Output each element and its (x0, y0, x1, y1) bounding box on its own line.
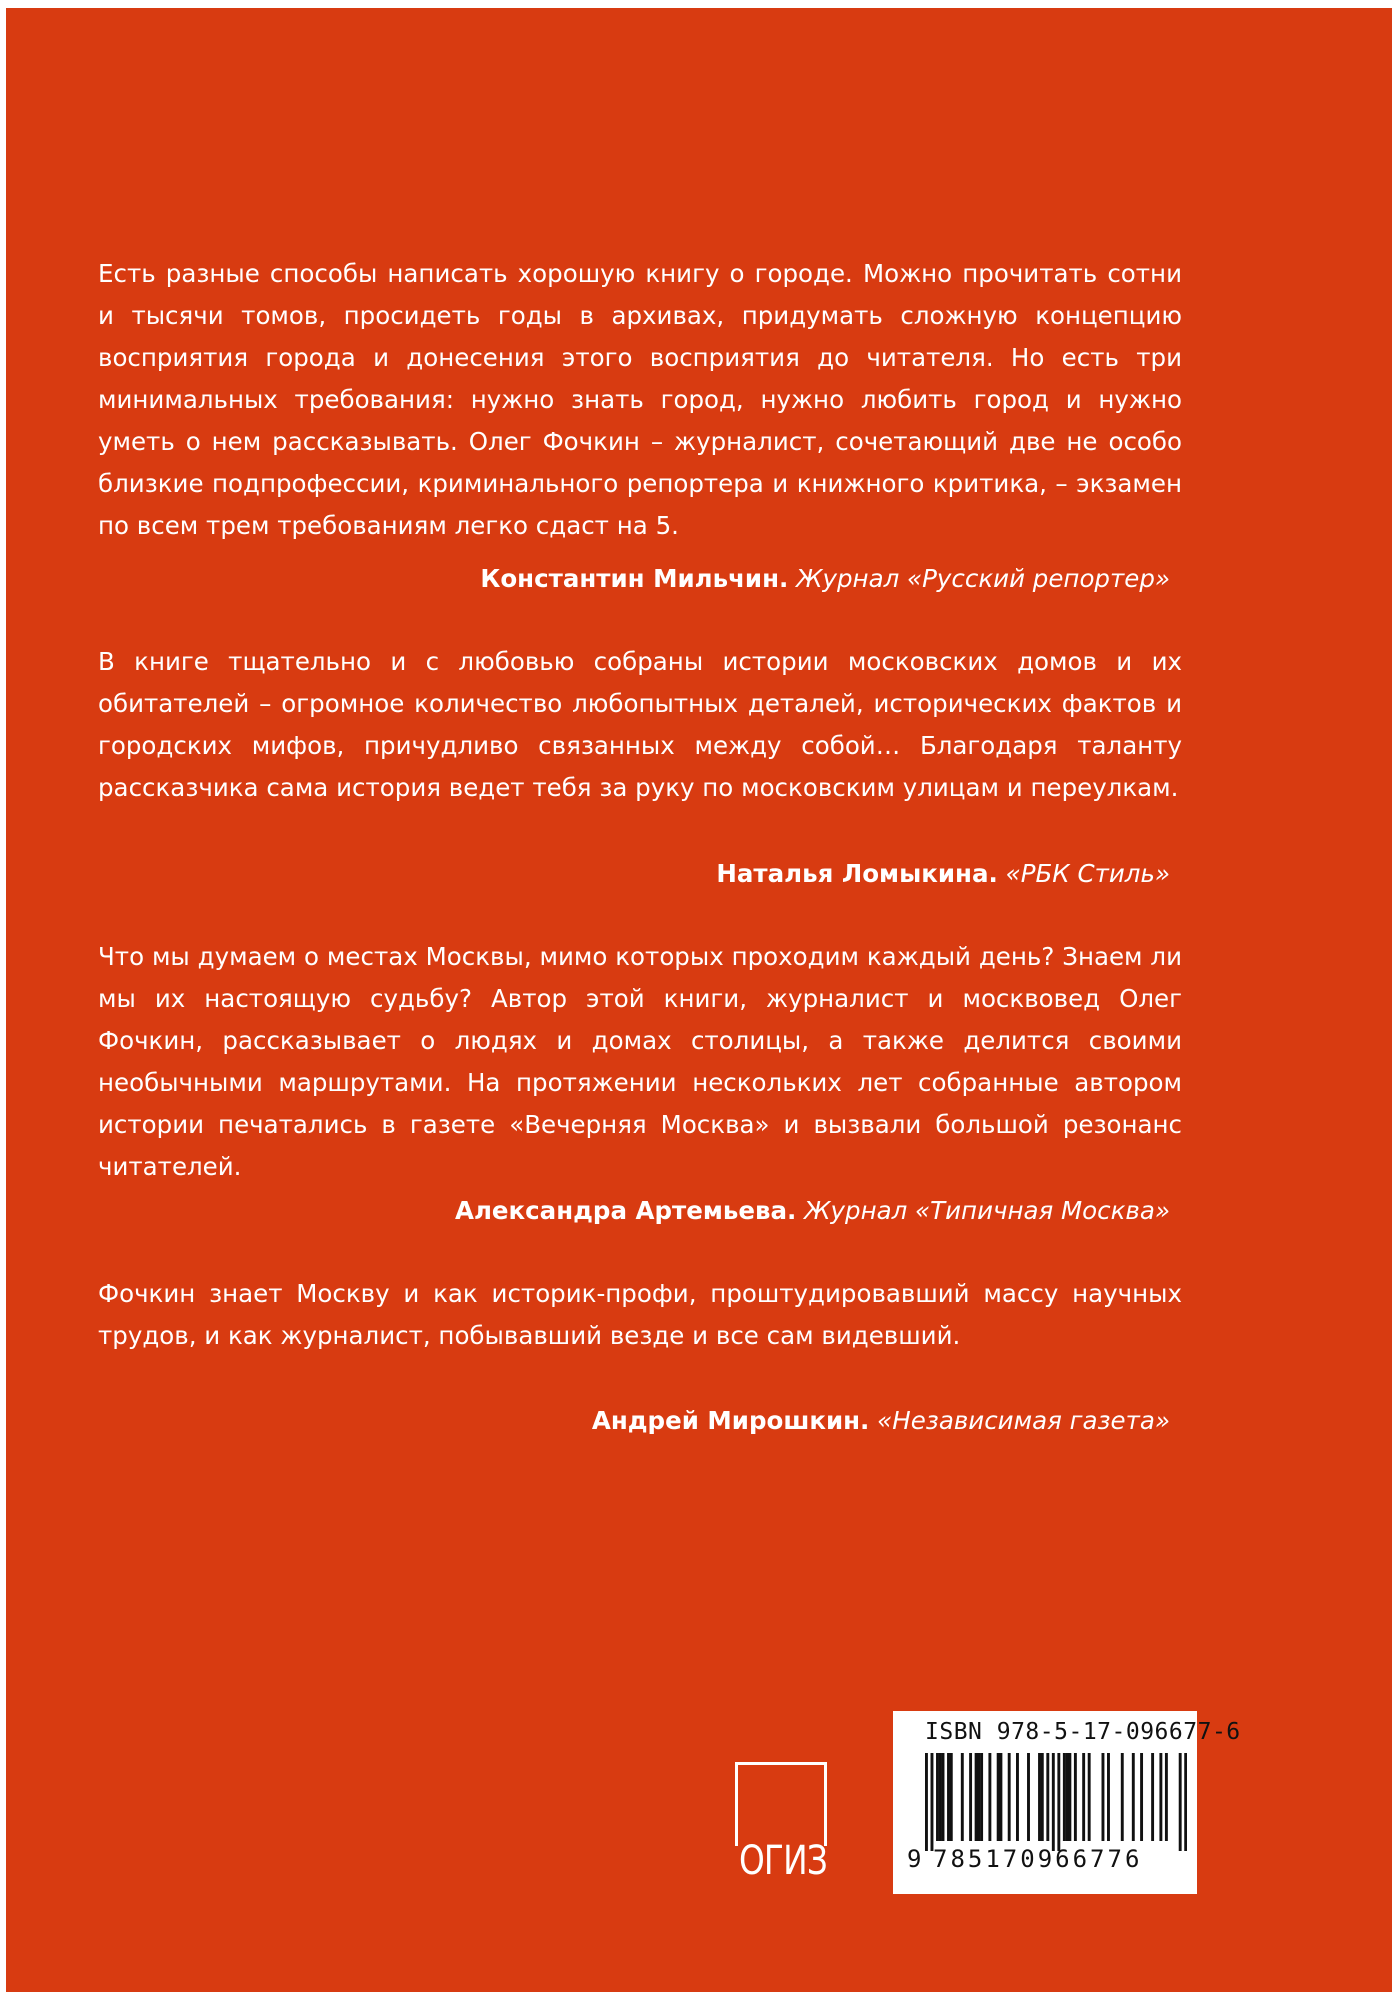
barcode-bar (1165, 1753, 1168, 1841)
publisher-logo (729, 1762, 837, 1882)
ean-first-digit: 9 (907, 1845, 922, 1873)
barcode-panel (893, 1711, 1241, 1894)
review-attribution-3 (455, 1190, 1170, 1232)
publisher-logo-text: ОГИЗ (738, 1838, 828, 1884)
barcode-bar (1063, 1753, 1066, 1841)
barcode-bar (1027, 1753, 1030, 1841)
barcode-bar (1132, 1753, 1135, 1841)
barcode-bar (1184, 1753, 1187, 1851)
barcode-bar (1102, 1753, 1105, 1841)
barcode-bar (1052, 1753, 1055, 1851)
barcode-bar (931, 1753, 934, 1851)
barcode-bar (975, 1753, 978, 1841)
barcode-bar (1088, 1753, 1091, 1841)
barcode-bar (1179, 1753, 1182, 1851)
review-attribution-2 (716, 853, 1170, 895)
barcode-bar (936, 1753, 939, 1841)
isbn-number: ISBN 978-5-17-096677-6 (925, 1719, 1241, 1745)
review-author-4: Андрей Мирошкин. (591, 1406, 870, 1435)
barcode-bar (1041, 1753, 1044, 1841)
review-source-3: Журнал «Типичная Москва» (804, 1196, 1170, 1225)
barcode-bar (1046, 1753, 1049, 1841)
barcode-bar (969, 1753, 972, 1841)
barcode-bar (977, 1753, 980, 1841)
barcode-bar (925, 1753, 928, 1851)
review-source-4: «Независимая газета» (877, 1406, 1170, 1435)
barcode-bar (980, 1753, 983, 1841)
barcode-bar (1159, 1753, 1162, 1841)
barcode-bar (1038, 1753, 1041, 1841)
review-text-2: В книге тщательно и с любовью собраны истории московских домов и их обитателей – огромное количество любопытных деталей, исторических фактов и городских мифов, причудливо связанных между собой… Благодаря таланту рассказчика сама история ведет тебя за руку по московским улицам и переулкам. (98, 647, 1182, 802)
barcode-bar (1151, 1753, 1154, 1841)
review-author-2: Наталья Ломыкина. (716, 859, 998, 888)
barcode-bar (1066, 1753, 1069, 1841)
logo-frame (735, 1762, 827, 1846)
barcode-bar (999, 1753, 1002, 1841)
barcode-bar (1016, 1753, 1019, 1841)
review-source-1: Журнал «Русский репортер» (796, 564, 1170, 593)
barcode-bar (939, 1753, 942, 1841)
barcode-bar (950, 1753, 953, 1841)
review-text-3: Что мы думаем о местах Москвы, мимо которых проходим каждый день? Знаем ли мы их настоящую судьбу? Автор этой книги, журналист и москвовед Олег Фочкин, рассказывает о людях и домах столицы, а также делится своими необычными маршрутами. На протяжении нескольких лет собранные автором истории печатались в газете «Вечерняя Москва» и вызвали большой резонанс читателей. (98, 942, 1182, 1181)
review-text-4: Фочкин знает Москву и как историк-профи, проштудировавший массу научных трудов, и как журналист, побывавший везде и все сам видевший. (98, 1279, 1182, 1350)
barcode-bar (1082, 1753, 1085, 1841)
barcode-bars (925, 1753, 1187, 1851)
barcode-bar (961, 1753, 964, 1841)
review-attribution-4 (592, 1400, 1170, 1442)
barcode-bar (1074, 1753, 1077, 1841)
back-cover (6, 8, 1392, 1992)
barcode-bar (1057, 1753, 1060, 1851)
review-attribution-1 (480, 558, 1170, 600)
review-text-1: Есть разные способы написать хорошую книгу о городе. Можно прочитать сотни и тысячи томов, просидеть годы в архивах, придумать сложную концепцию восприятия города и донесения этого восприятия до читателя. Но есть три минимальных требования: нужно знать город, нужно любить город и нужно уметь о нем рассказывать. Олег Фочкин – журналист, сочетающий две не особо близкие подпрофессии, криминального репортера и книжного критика, – экзамен по всем трем требованиям легко сдаст на 5. (98, 259, 1182, 540)
barcode-bar (1107, 1753, 1110, 1841)
barcode-bar (997, 1753, 1000, 1841)
barcode-bar (1008, 1753, 1011, 1841)
barcode-bar (988, 1753, 991, 1841)
barcode-bar (947, 1753, 950, 1841)
ean-digits: 785170966776 (933, 1845, 1143, 1873)
review-author-3: Александра Артемьева. (455, 1196, 797, 1225)
barcode-bar (1121, 1753, 1124, 1841)
barcode-bar (1068, 1753, 1071, 1841)
review-author-1: Константин Мильчин. (480, 564, 789, 593)
barcode-bar (1140, 1753, 1143, 1841)
review-source-2: «РБК Стиль» (1005, 859, 1170, 888)
barcode-bar (942, 1753, 945, 1841)
